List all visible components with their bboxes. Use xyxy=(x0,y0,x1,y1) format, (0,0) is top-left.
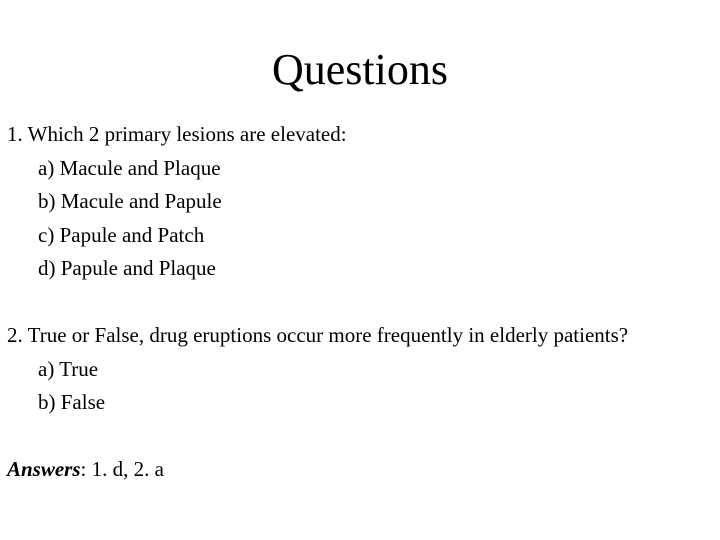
slide-title xyxy=(0,44,720,96)
answers-text: : 1. d, 2. a xyxy=(80,457,164,481)
question-1-option-d: d) Papule and Plaque xyxy=(38,256,216,280)
spacer xyxy=(7,420,713,454)
spacer xyxy=(7,286,713,320)
question-2-option-b: b) False xyxy=(38,390,106,414)
answers-label: Answers xyxy=(7,457,81,481)
question-1-option-a: a) Macule and Plaque xyxy=(38,155,221,180)
answers-line xyxy=(7,453,713,487)
question-2-option-a: a) True xyxy=(38,356,99,381)
question-1-option-b: b) Macule and Papule xyxy=(38,189,222,213)
question-1-option-c: c) Papule and Patch xyxy=(38,222,205,247)
question-2-prompt: 2. True or False, drug eruptions occur more frequently in elderly patients? xyxy=(7,323,629,347)
slide-body xyxy=(7,118,713,487)
question-1-prompt: 1. Which 2 primary lesions are elevated: xyxy=(7,122,347,146)
slide-title-text: Questions xyxy=(272,45,448,94)
